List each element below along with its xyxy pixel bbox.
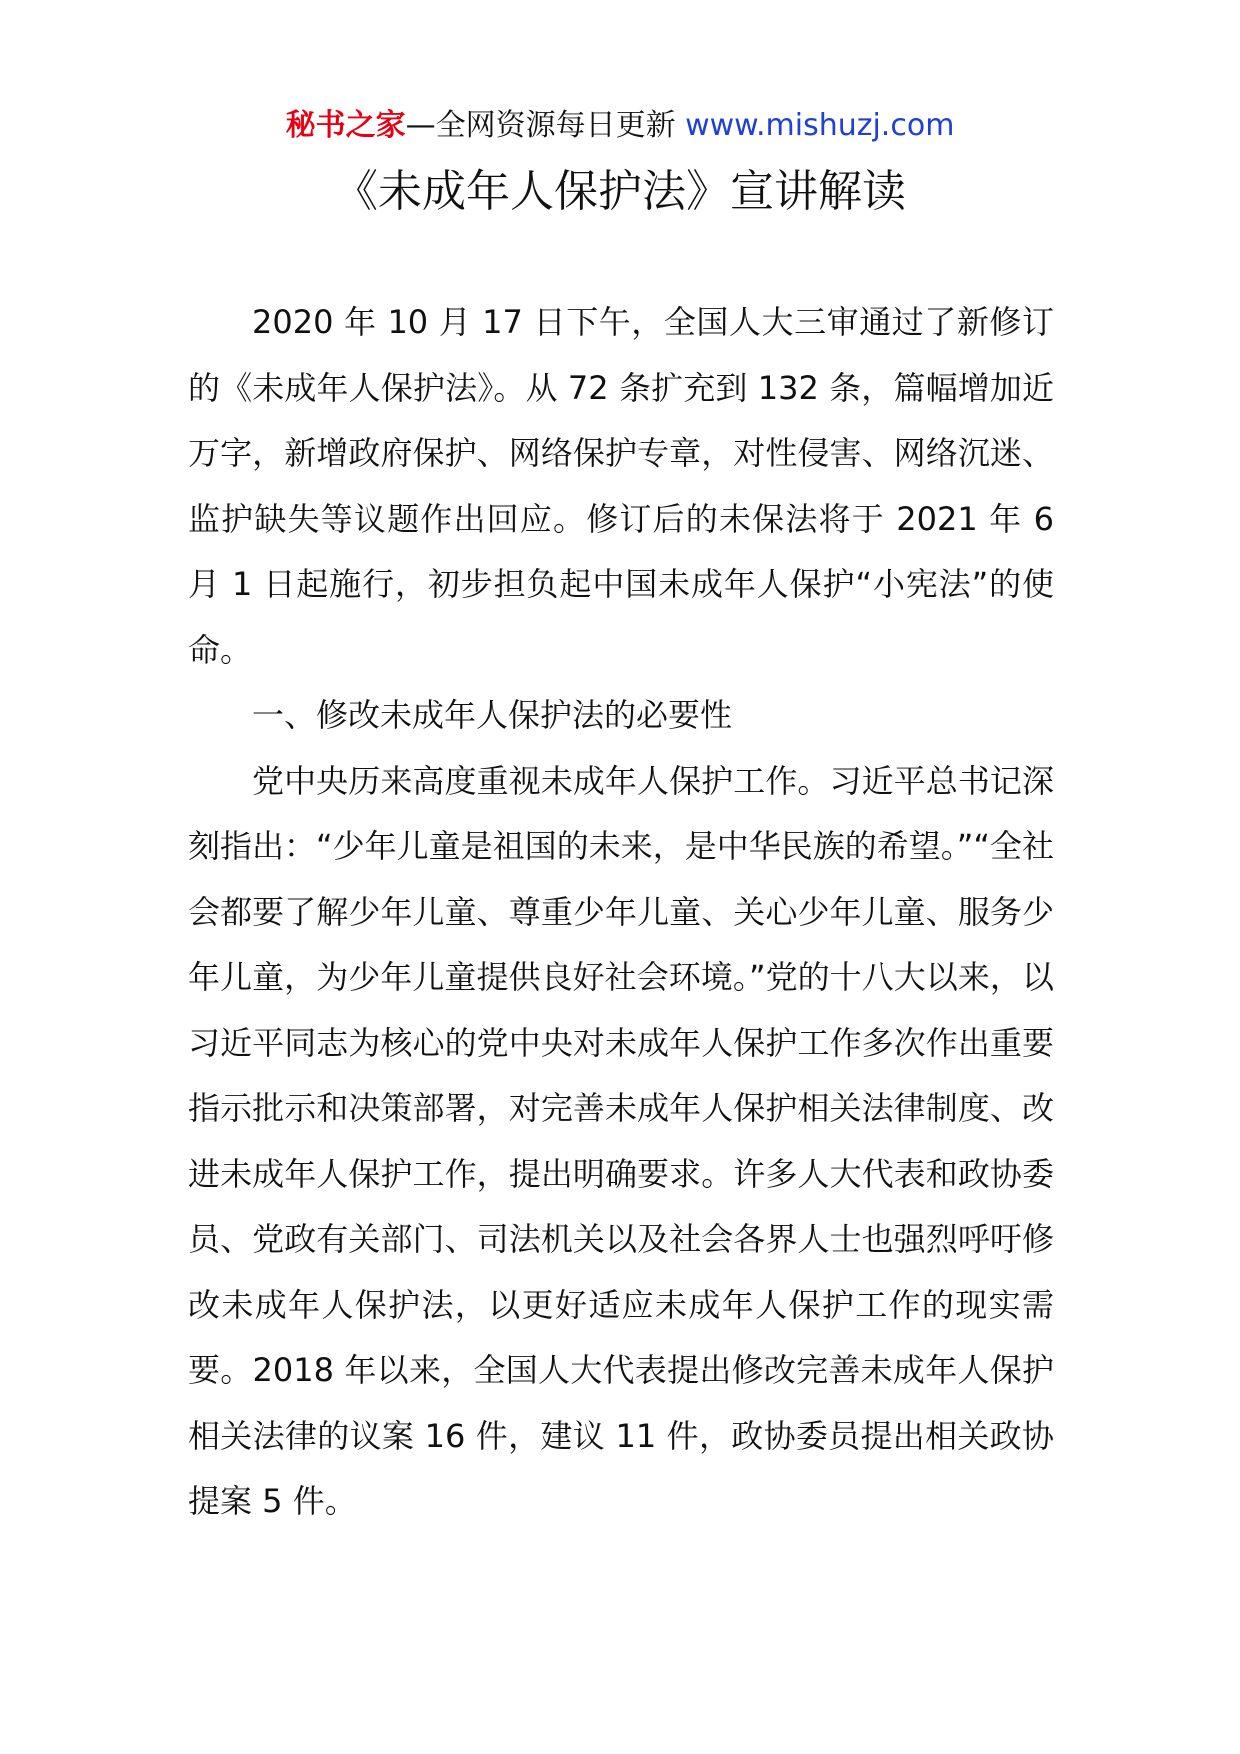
site-slogan: —全网资源每日更新 (405, 108, 676, 143)
section-heading: 一、修改未成年人保护法的必要性 (252, 696, 733, 734)
document-title: 《未成年人保护法》宣讲解读 (334, 166, 906, 217)
document-body (188, 290, 1054, 1535)
site-brand: 秘书之家 (285, 108, 406, 143)
site-url: www.mishuzj.com (675, 108, 955, 143)
paragraph-necessity: 党中央历来高度重视未成年人保护工作。习近平总书记深刻指出：“少年儿童是祖国的未来，是中华民族的希望。”“全社会都要了解少年儿童、尊重少年儿童、关心少年儿童、服务少年儿童，为少年儿童提供良好社会环境。”党的十八大以来，以习近平同志为核心的党中央对未成年人保护工作多次作出重要指示批示和决策部署，对完善未成年人保护相关法律制度、改进未成年人保护工作，提出明确要求。许多人大代表和政协委员、党政有关部门、司法机关以及社会各界人士也强烈呼吁修改未成年人保护法，以更好适应未成年人保护工作的现实需要。2018 年以来，全国人大代表提出修改完善未成年人保护相关法律的议案 16 件，建议 11 件，政协委员提出相关政协提案 5 件。 (188, 761, 1054, 1520)
paragraph-intro: 2020 年 10 月 17 日下午，全国人大三审通过了新修订的《未成年人保护法》。从 72 条扩充到 132 条，篇幅增加近万字，新增政府保护、网络保护专章，对性侵害、网络沉迷、监护缺失等议题作出回应。修订后的未保法将于 2021 年 6 月 1 日起施行，初步担负起中国未成年人保护“小宪法”的使命。 (188, 303, 1054, 669)
site-header (0, 104, 1240, 148)
